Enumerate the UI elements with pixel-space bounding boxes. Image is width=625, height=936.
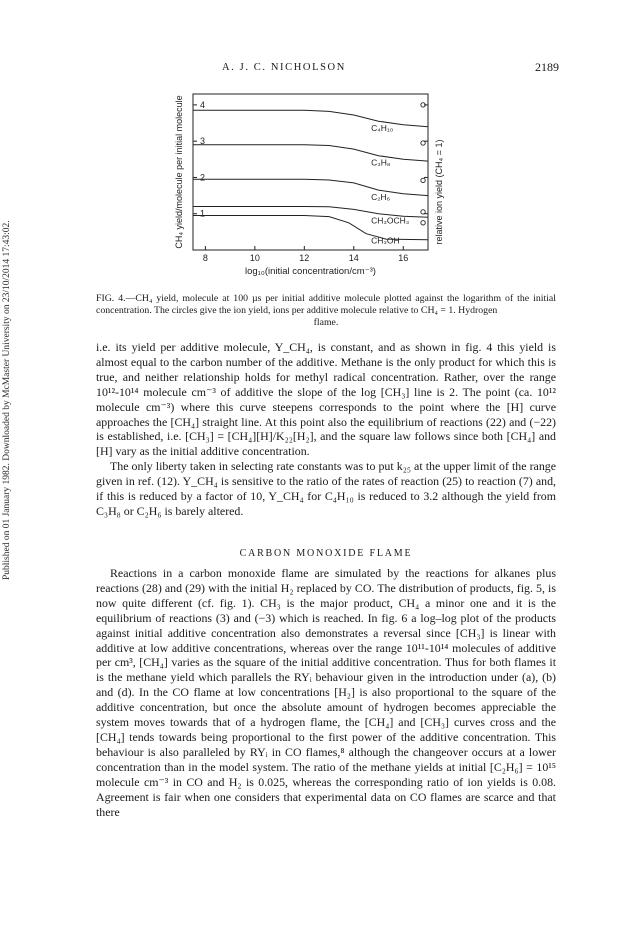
series-line xyxy=(193,145,428,161)
paragraph-3: Reactions in a carbon monoxide flame are simulated by the reactions for alkanes plus reactions (28) and (29) with the initial H₂ replaced by CO. The distribution of products, fig. 5, is now quite different (cf. fig. 1). CH₃ is the major product, CH₄ a minor one and it is the equilibrium of reactions (3) and (−3) which is reached. In fig. 6 a log–log plot of the products against initial additive concentration also demonstrates a reversal since [CH₃] is linear with additive at low additive concentrations, whereas over the range 10¹¹-10¹⁴ molecules of additive per cm³, [CH₄] varies as the square of the initial additive concentration. Thus for both flames it is the methane yield which parallels the RYᵢ behaviour given in the introduction under (a), (b) and (d). In the CO flame at low concentrations [H₂] is also proportional to the square of the additive concentration, but once the absolute amount of hydrogen becomes appreciable the system moves towards that of a hydrogen flame, the [CH₄] and [CH₃] curves cross and the [CH₄] tends towards being proportional to the first power of the additive concentration. This behaviour is also paralleled by RYᵢ in CO flames,⁸ although the changeover occurs at a lower concentration than in the model system. The ratio of the methane yields at initial [C₂H₆] = 10¹⁵ molecule cm⁻³ in CO and H₂ is 0.025, whereas the corresponding ratio of ion yields is 0.08. Agreement is fair when one considers that experimental data on CO flames are scarce and that there xyxy=(96,566,556,819)
y-tick-label: 1 xyxy=(200,208,206,219)
x-axis-label: log₁₀(initial concentration/cm⁻³) xyxy=(245,266,376,277)
plot-area xyxy=(174,94,444,277)
x-tick-label: 12 xyxy=(299,253,310,263)
series-line xyxy=(193,179,428,195)
y-tick-label: 3 xyxy=(200,136,206,147)
figure-4-chart xyxy=(166,88,456,283)
x-tick-label: 8 xyxy=(202,253,208,263)
caption-line-3: flame. xyxy=(313,317,339,329)
ion-yield-point xyxy=(421,178,425,182)
series-label: CH₃OCH₃ xyxy=(371,215,410,226)
y-tick-label: 2 xyxy=(200,172,206,183)
y-tick-label: 4 xyxy=(200,99,206,110)
section-heading: CARBON MONOXIDE FLAME xyxy=(239,548,413,559)
ion-yield-point xyxy=(421,141,425,145)
paragraph-2: The only liberty taken in selecting rate constants was to put k₂₅ at the upper limit of the range given in ref. (12). Y_CH₄ is sensitive to the ratio of the rates of reaction (25) to reaction (7) and, if this is reduced by a factor of 10, Y_CH₄ for C₄H₁₀ is reduced to 3.2 although the yield from C₃H₈ or C₂H₆ is barely altered. xyxy=(96,459,556,518)
caption-line-1: FIG. 4.—CH₄ yield, molecule at 100 µs per initial additive molecule plotted against the logarithm of the xyxy=(96,293,530,304)
download-watermark: Published on 01 January 1982. Downloaded by McMaster University on 23/10/2014 17:43:02. xyxy=(2,220,12,580)
body-section-2 xyxy=(96,566,556,819)
x-tick-label: 10 xyxy=(249,253,260,263)
ion-yield-point xyxy=(421,221,425,225)
y-axis-label-right: relative ion yield (CH₄ = 1) xyxy=(434,139,444,245)
paragraph-1: i.e. its yield per additive molecule, Y_CH₄, is constant, and as shown in fig. 4 this yield is almost equal to the carbon number of the additive. Methane is the only product for which this is true, and neither relationship holds for methyl radical concentration. Rather, over the range 10¹²-10¹⁴ molecule cm⁻³ of additive the slope of the log [CH₃] line is 2. The point (ca. 10¹² molecule cm⁻³) where this curve steepens corresponds to the point where the [H] curve approaches the [CH₄] straight line. At this point also the equilibrium of reactions (22) and (−22) is established, i.e. [CH₃] = [CH₄][H]/K₂₂[H₂], and the square law follows since both [CH₄] and [H] vary as the initial additive concentration. xyxy=(96,340,556,459)
ion-yield-point xyxy=(421,210,425,214)
series-label: C₄H₁₀ xyxy=(371,123,394,134)
plot-frame xyxy=(193,94,428,250)
y-axis-label-left: CH₄ yield/molecule per initial molecule xyxy=(174,95,184,249)
series-label: C₂H₆ xyxy=(371,192,391,203)
figure-caption xyxy=(96,293,556,330)
body-section-1 xyxy=(96,340,556,519)
x-tick-label: 14 xyxy=(348,253,359,263)
caption-line-2: initial concentration. The circles give the ion yield, ions per additive molecule relative to CH₄ = 1. Hydrogen xyxy=(96,293,556,317)
series-label: CH₃OH xyxy=(371,235,400,246)
running-head: A. J. C. NICHOLSON xyxy=(222,62,346,73)
page-number: 2189 xyxy=(535,60,559,74)
series-label: C₃H₈ xyxy=(371,157,391,168)
x-tick-label: 16 xyxy=(398,253,409,263)
